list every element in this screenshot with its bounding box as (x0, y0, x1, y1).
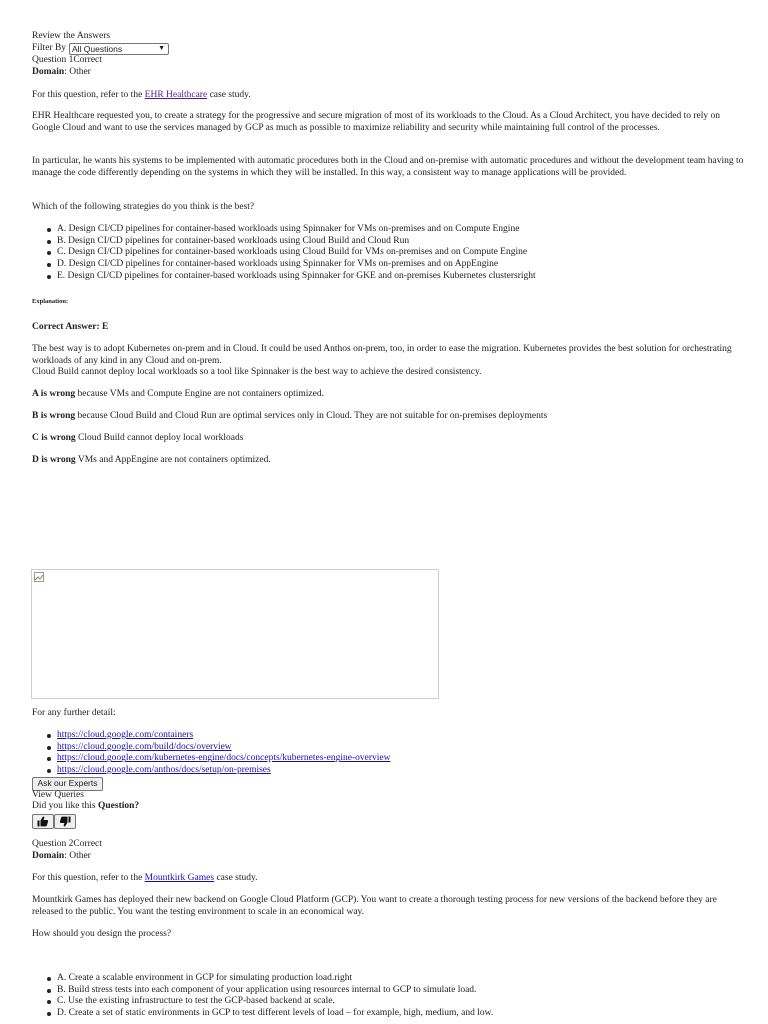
view-queries-link[interactable]: View Queries (32, 790, 84, 800)
dislike-button[interactable] (54, 814, 76, 829)
further-detail-label: For any further detail: (32, 708, 116, 718)
explanation-c: C is wrong Cloud Build cannot deploy local workloads (32, 433, 244, 443)
filter-label: Filter By (32, 43, 67, 53)
ask-experts-button[interactable]: Ask our Experts (32, 777, 103, 791)
option-b[interactable]: B. Design CI/CD pipelines for container-based workloads using Cloud Build and Cloud Run (32, 236, 536, 248)
option-c[interactable]: C. Design CI/CD pipelines for container-based workloads using Cloud Build for VMs on-premises and on Compute Engine (32, 247, 536, 259)
explanation-d: D is wrong VMs and AppEngine are not containers optimized. (32, 455, 271, 465)
domain-value: : Other (64, 851, 91, 861)
explanation-b: B is wrong because Cloud Build and Cloud Run are optimal services only in Cloud. They are not suitable for on-premises deployments (32, 411, 548, 421)
question-2-title: Question 2Correct (32, 839, 102, 849)
explanation-paragraph-1: The best way is to adopt Kubernetes on-prem and in Cloud. It could be used Anthos on-prem, too, in order to ease the migration. Kubernetes provides the best solution for orchestrating workloads of any kind in any Cloud and on-prem. (32, 344, 732, 366)
explanation-label: Explanation: (32, 298, 69, 305)
reference-link-gke[interactable]: https://cloud.google.com/kubernetes-engine/docs/concepts/kubernetes-engine-overview (57, 753, 391, 764)
reference-links (32, 730, 390, 777)
correct-answer-label: Correct Answer (32, 322, 97, 332)
like-button[interactable] (32, 814, 54, 829)
question-2-intro: For this question, refer to the Mountkirk Games case study. (32, 873, 258, 883)
ehr-healthcare-link[interactable]: EHR Healthcare (144, 90, 208, 100)
option-a[interactable]: A. Design CI/CD pipelines for container-based workloads using Spinnaker for VMs on-premises and on Compute Engine (32, 224, 536, 236)
option-b[interactable]: B. Build stress tests into each component of your application using resources internal to GCP to simulate load. (32, 985, 493, 997)
domain-label: Domain (32, 851, 65, 861)
thumbs-down-icon (59, 816, 71, 827)
option-d[interactable]: D. Create a set of static environments in GCP to test different levels of load – for example, high, medium, and low. (32, 1008, 493, 1020)
correct-answer-value: : E (96, 322, 109, 332)
question-1-options (32, 224, 536, 283)
option-a[interactable]: A. Create a scalable environment in GCP for simulating production load.right (32, 973, 493, 985)
filter-select-value: All Questions (72, 44, 123, 54)
reference-link-anthos[interactable]: https://cloud.google.com/anthos/docs/setup/on-premises (57, 765, 271, 776)
explanation-a: A is wrong because VMs and Compute Engine are not containers optimized. (32, 389, 324, 399)
question-1-prompt: Which of the following strategies do you think is the best? (32, 202, 255, 212)
chevron-down-icon: ▼ (158, 45, 165, 52)
question-1-paragraph-2: In particular, he wants his systems to be implemented with automatic procedures both in the Cloud and on-premise with automatic procedures and without the development team having to manage the code differently depending on the systems in which they will be installed. In this way, a consistent way to manage applications will be provided. (32, 156, 744, 178)
broken-image-icon (34, 572, 44, 582)
page-title: Review the Answers (32, 31, 111, 41)
question-1-paragraph-1: EHR Healthcare requested you, to create a strategy for the progressive and secure migration of most of its workloads to the Cloud. As a Cloud Architect, you have decided to rely on Google Cloud and want to use the services managed by GCP as much as possible to maximize reliability and security while maintaining full control of the processes. (32, 111, 721, 133)
correct-answer (32, 322, 108, 334)
question-2-paragraph-1: Mountkirk Games has deployed their new backend on Google Cloud Platform (GCP). You want to create a thorough testing process for new versions of the backend before they are released to the public. You want the testing environment to scale in an economical way. (32, 895, 717, 917)
thumbs-up-icon (37, 816, 49, 827)
reference-link-build[interactable]: https://cloud.google.com/build/docs/overview (57, 741, 232, 752)
mountkirk-games-link[interactable]: Mountkirk Games (144, 873, 215, 883)
question-2-options (32, 973, 493, 1020)
domain-value: : Other (64, 67, 91, 77)
explanation-paragraph-2: Cloud Build cannot deploy local workloads so a tool like Spinnaker is the best way to achieve the desired consistency. (32, 367, 482, 377)
question-1-title: Question 1Correct (32, 55, 102, 65)
option-d[interactable]: D. Design CI/CD pipelines for container-based workloads using Spinnaker for VMs on-premises and on AppEngine (32, 259, 536, 271)
option-e[interactable]: E. Design CI/CD pipelines for container-based workloads using Spinnaker for GKE and on-premises Kubernetes clustersright (32, 271, 536, 283)
question-2-domain (32, 851, 91, 863)
question-1-intro: For this question, refer to the EHR Healthcare case study. (32, 90, 251, 100)
feedback-prompt: Did you like this Question? (32, 801, 140, 811)
reference-link-containers[interactable]: https://cloud.google.com/containers (57, 730, 194, 740)
domain-label: Domain (32, 67, 65, 77)
filter-select[interactable] (69, 43, 169, 55)
question-2-prompt: How should you design the process? (32, 929, 172, 939)
explanation-image (31, 569, 439, 699)
option-c[interactable]: C. Use the existing infrastructure to test the GCP-based backend at scale. (32, 996, 493, 1008)
question-1-domain (32, 67, 91, 79)
